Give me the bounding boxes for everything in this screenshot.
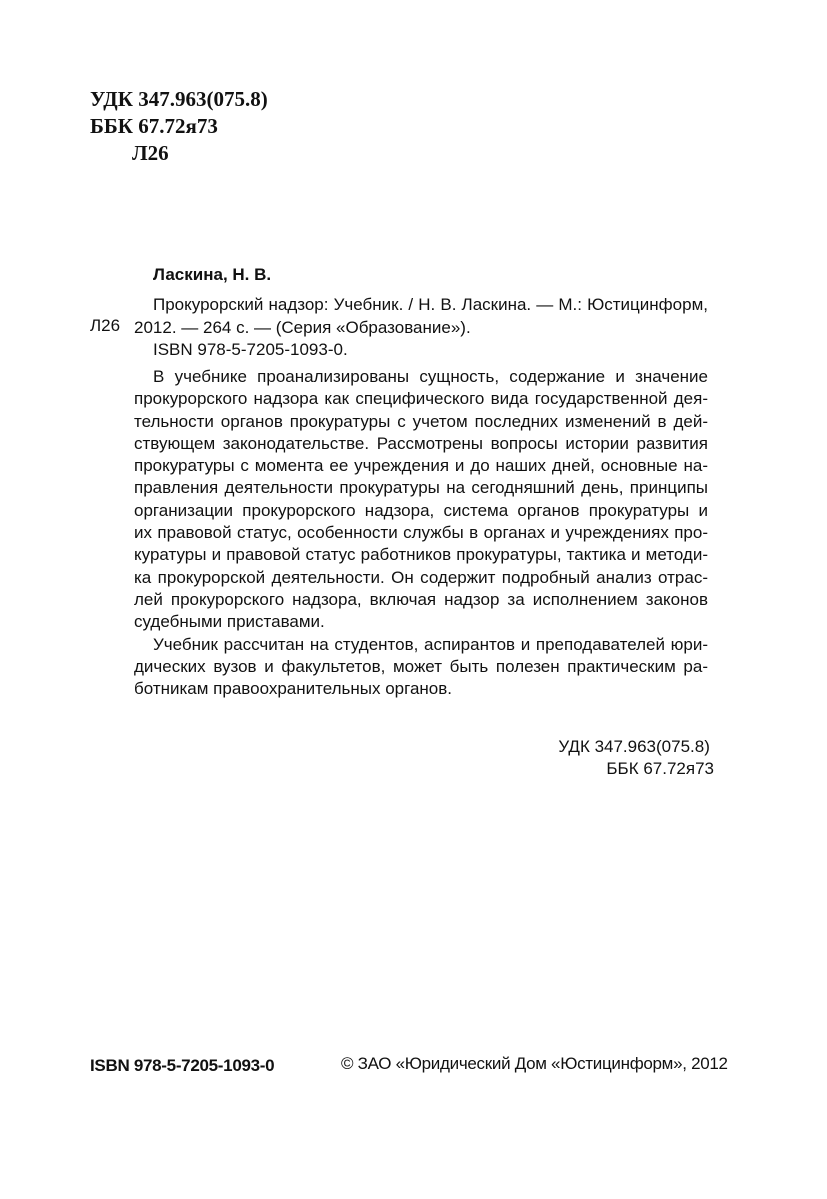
abstract	[134, 366, 708, 700]
udk-code: УДК 347.963(075.8)	[90, 87, 268, 111]
abstract-line: прокуратуры с момента ее учреждения и до наших дней, основные на-	[134, 456, 708, 476]
biblio-line: 2012. — 264 с. — (Серия «Образование»).	[134, 317, 471, 337]
abstract-line: прокурорского надзора как специфического вида государственной дея-	[134, 389, 708, 409]
cutter-side-code: Л26	[90, 316, 121, 335]
author-name: Ласкина, Н. В.	[153, 265, 272, 284]
udk-code-right: УДК 347.963(075.8)	[558, 737, 710, 756]
abstract-line: организации прокурорского надзора, система органов прокуратуры и	[134, 500, 708, 520]
abstract-line: дических вузов и факультетов, может быть полезен практическим ра-	[134, 656, 708, 676]
isbn-record: ISBN 978-5-7205-1093-0.	[153, 340, 348, 359]
classification-block	[90, 86, 268, 167]
abstract-line: Учебник рассчитан на студентов, аспирантов и преподавателей юри-	[153, 634, 708, 654]
bbk-code-right: ББК 67.72я73	[606, 759, 714, 778]
abstract-line: их правовой статус, особенности службы в органах и учреждениях про-	[134, 523, 708, 543]
abstract-line: куратуры и правовой статус работников прокуратуры, тактика и методи-	[134, 545, 708, 565]
footer-isbn: ISBN 978-5-7205-1093-0	[90, 1056, 275, 1075]
abstract-line: В учебнике проанализированы сущность, содержание и значение	[153, 367, 708, 386]
abstract-line: ботникам правоохранительных органов.	[134, 679, 453, 699]
bbk-code: ББК 67.72я73	[90, 114, 218, 138]
abstract-line: ствующем законодательстве. Рассмотрены вопросы истории развития	[134, 433, 708, 453]
classification-codes-right	[558, 736, 714, 780]
abstract-line: ка прокурорской деятельности. Он содержит подробный анализ отрас-	[134, 567, 708, 587]
bibliographic-description	[134, 294, 708, 339]
abstract-line: лей прокурорского надзора, включая надзор за исполнением законов	[134, 589, 708, 609]
abstract-line: правления деятельности прокуратуры на сегодняшний день, принципы	[134, 478, 708, 498]
copyright-notice: © ЗАО «Юридический Дом «Юстицинформ», 2012	[341, 1054, 728, 1073]
abstract-line: судебными приставами.	[134, 612, 325, 632]
biblio-line: Прокурорский надзор: Учебник. / Н. В. Ласкина. — М.: Юстицинформ,	[153, 295, 708, 314]
abstract-line: тельности органов прокуратуры с учетом последних изменений в дей-	[134, 411, 708, 431]
cutter-code: Л26	[132, 141, 169, 165]
